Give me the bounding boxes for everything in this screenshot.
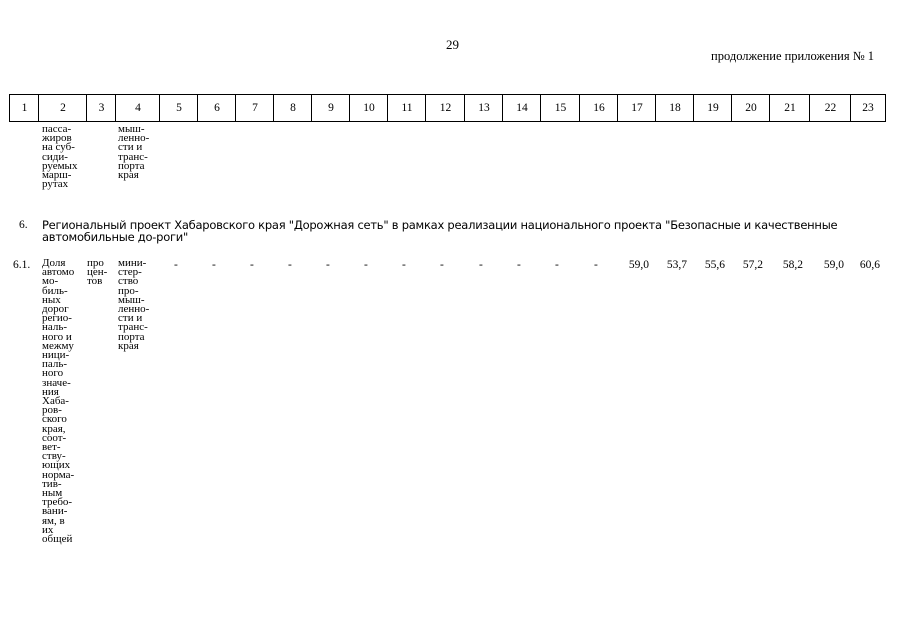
text-line: тив-	[42, 477, 62, 490]
value-cell: -	[555, 259, 559, 271]
text-line: ство	[118, 275, 139, 288]
text-line: требо-	[42, 496, 73, 509]
text-line: про	[87, 257, 104, 269]
value-cell: 59,0	[823, 259, 844, 271]
text-line: ству-	[42, 450, 66, 463]
text-line: жиров	[42, 132, 72, 145]
text-line: дорог	[42, 303, 69, 316]
text-line: ных	[42, 293, 61, 306]
value-cell: -	[174, 259, 178, 271]
text-line: мыш-	[118, 123, 145, 135]
text-line: про-	[118, 284, 139, 297]
header-cell: 5	[159, 94, 198, 122]
header-cell: 9	[311, 94, 350, 122]
value-cell: -	[517, 259, 521, 271]
text-line: вани-	[42, 505, 68, 518]
text-line: значе-	[42, 376, 71, 389]
value-cell: 59,0	[628, 259, 649, 271]
header-cell: 19	[693, 94, 732, 122]
section-title: Региональный проект Хабаровского края "Дорожная сеть" в рамках реализации национального проекта "Безопасные и качественные автомобильные до-роги"	[42, 218, 838, 244]
text-line: рутах	[42, 178, 69, 191]
text-line: леннo-	[118, 132, 150, 145]
text-line: сиди-	[42, 150, 68, 163]
prev-row-responsible-text	[118, 125, 149, 180]
header-cell: 3	[86, 94, 116, 122]
text-line: автомо	[42, 266, 75, 279]
header-cell: 1	[9, 94, 39, 122]
table-header-row	[9, 94, 886, 122]
text-line: вет-	[42, 441, 61, 454]
text-line: ров-	[42, 404, 62, 417]
header-cell: 6	[197, 94, 236, 122]
text-line: регио-	[42, 312, 72, 325]
text-line: края	[118, 169, 139, 182]
text-line: ленно-	[118, 303, 150, 316]
text-line: Доля	[42, 257, 66, 269]
value-cell: 55,6	[704, 259, 725, 271]
header-cell: 16	[579, 94, 618, 122]
value-cell: -	[479, 259, 483, 271]
text-line: межму	[42, 339, 74, 352]
text-line: соот-	[42, 431, 67, 444]
text-line: пасса-	[42, 123, 72, 135]
appendix-note: продолжение приложения № 1	[711, 49, 874, 63]
header-cell: 20	[731, 94, 770, 122]
text-line: порта	[118, 330, 145, 343]
text-line: ного и	[42, 330, 72, 343]
value-cell: -	[250, 259, 254, 271]
text-line: марш-	[42, 169, 72, 182]
header-cell: 14	[502, 94, 541, 122]
header-cell: 8	[273, 94, 312, 122]
text-line: ющих	[42, 459, 71, 472]
header-cell: 2	[38, 94, 87, 122]
header-cell: 13	[464, 94, 503, 122]
text-line: на суб-	[42, 141, 75, 154]
text-line: транс-	[118, 150, 148, 163]
text-line: их	[42, 523, 54, 536]
text-line: сти и	[118, 312, 143, 325]
header-cell: 21	[769, 94, 810, 122]
row-indicator-text	[42, 259, 74, 544]
text-line: тов	[87, 275, 103, 288]
prev-row-indicator-text	[42, 125, 77, 189]
header-cell: 17	[617, 94, 656, 122]
value-cell: -	[212, 259, 216, 271]
text-line: общей	[42, 533, 73, 546]
value-cell: -	[440, 259, 444, 271]
section-number: 6.	[19, 219, 28, 231]
header-cell: 18	[655, 94, 694, 122]
text-line: сти и	[118, 141, 143, 154]
text-line: транс-	[118, 321, 148, 334]
header-cell: 22	[809, 94, 851, 122]
value-cell: 60,6	[859, 259, 880, 271]
row-responsible-text	[118, 259, 149, 351]
text-line: ния	[42, 385, 59, 398]
text-line: края	[118, 339, 139, 352]
value-cell: -	[402, 259, 406, 271]
value-cell: 53,7	[666, 259, 687, 271]
text-line: паль-	[42, 358, 68, 371]
header-cell: 11	[387, 94, 426, 122]
text-line: ници-	[42, 349, 70, 362]
header-cell: 10	[349, 94, 388, 122]
row-unit-text	[87, 259, 107, 287]
header-cell: 12	[425, 94, 465, 122]
text-line: ям, в	[42, 514, 65, 527]
text-line: края,	[42, 422, 66, 435]
text-line: ным	[42, 487, 63, 500]
value-cell: -	[364, 259, 368, 271]
page-number: 29	[446, 37, 459, 52]
text-line: стер-	[118, 266, 142, 279]
row-number: 6.1.	[13, 259, 31, 271]
header-cell: 4	[115, 94, 160, 122]
text-line: мо-	[42, 275, 59, 288]
header-cell: 7	[235, 94, 274, 122]
text-line: порта	[118, 159, 145, 172]
text-line: мини-	[118, 257, 147, 269]
text-line: наль-	[42, 321, 68, 334]
value-cell: -	[594, 259, 598, 271]
text-line: мыш-	[118, 293, 145, 306]
value-cell: -	[288, 259, 292, 271]
text-line: норма-	[42, 468, 75, 481]
value-cell: 57,2	[742, 259, 763, 271]
value-cell: -	[326, 259, 330, 271]
text-line: ного	[42, 367, 64, 380]
text-line: Хаба-	[42, 395, 69, 408]
text-line: ского	[42, 413, 67, 426]
header-cell: 15	[540, 94, 580, 122]
text-line: руемых	[42, 159, 78, 172]
value-cell: 58,2	[782, 259, 803, 271]
header-cell: 23	[850, 94, 886, 122]
text-line: биль-	[42, 284, 68, 297]
text-line: цен-	[87, 266, 108, 279]
